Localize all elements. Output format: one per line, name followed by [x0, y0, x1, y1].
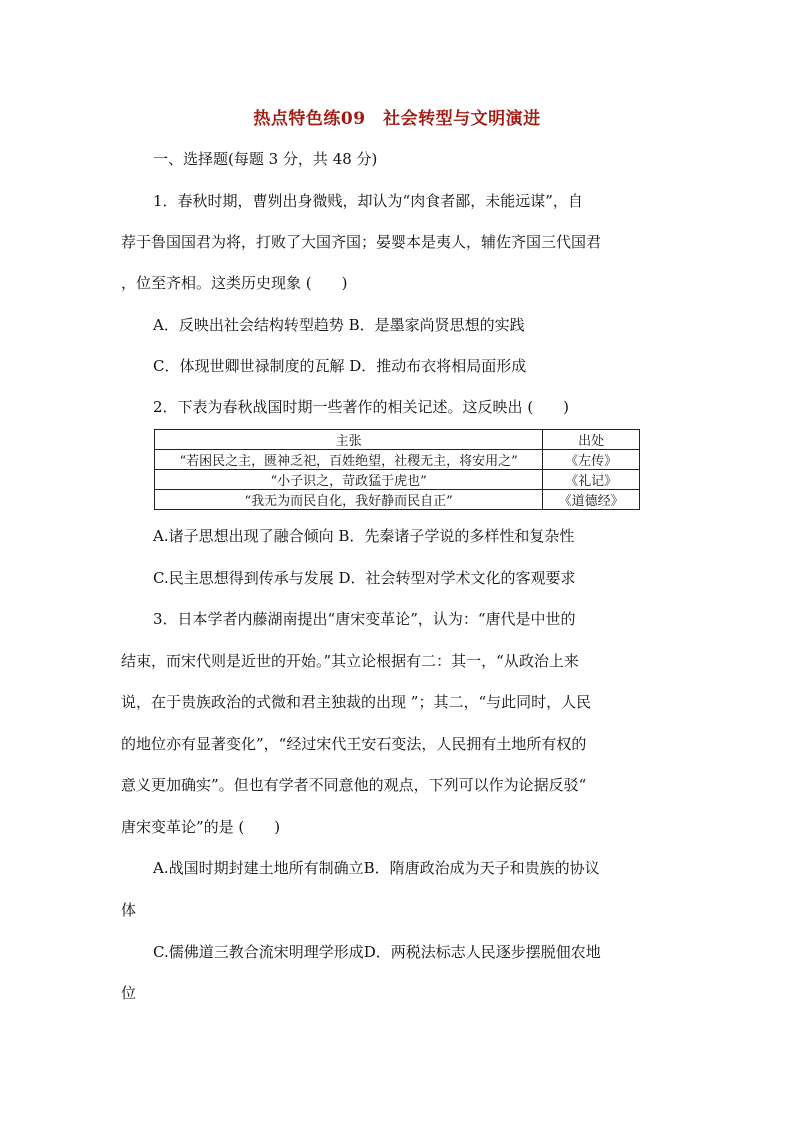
q3-option-ab: A.战国时期封建土地所有制确立B．隋唐政治成为天子和贵族的协议 [153, 859, 600, 877]
q1-stem-line-1: 1．春秋时期，曹刿出身微贱，却认为“肉食者鄙，未能远谋”，自 [153, 192, 583, 210]
table-cell-claim: “小子识之，苛政猛于虎也” [155, 470, 543, 490]
q2-options-ab: A.诸子思想出现了融合倾向 B．先秦诸子学说的多样性和复杂性 [153, 527, 575, 545]
table-header-source: 出处 [543, 430, 640, 450]
table-row [155, 490, 640, 510]
q1-stem-line-3: ，位至齐相。这类历史现象 ( ) [121, 274, 348, 292]
q3-stem-line-1: 3．日本学者内藤湖南提出“唐宋变革论”，认为：“唐代是中世的 [153, 610, 576, 628]
q3-stem-line-6: 唐宋变革论”的是 ( ) [121, 818, 281, 836]
table-row [155, 470, 640, 490]
q2-options-cd: C.民主思想得到传承与发展 D．社会转型对学术文化的客观要求 [153, 569, 576, 587]
table-header-claim: 主张 [155, 430, 543, 450]
q1-options-cd: C．体现世卿世禄制度的瓦解 D．推动布衣将相局面形成 [153, 357, 527, 375]
q3-stem-line-3: 说，在于贵族政治的式微和君主独裁的出现 ”；其二，“与此同时，人民 [121, 693, 592, 711]
q3-option-cd-wrap: 位 [121, 984, 137, 1002]
q2-stem: 2．下表为春秋战国时期一些著作的相关记述。这反映出 ( ) [153, 398, 570, 416]
table-cell-source: 《礼记》 [543, 470, 640, 490]
q3-option-ab-wrap: 体 [121, 901, 137, 919]
table-cell-source: 《道德经》 [543, 490, 640, 510]
q3-stem-line-2: 结束，而宋代则是近世的开始。”其立论根据有二：其一，“从政治上来 [121, 652, 579, 670]
table-cell-claim: “我无为而民自化，我好静而民自正” [155, 490, 543, 510]
q3-stem-line-5: 意义更加确实”。但也有学者不同意他的观点，下列可以作为论据反驳“ [121, 776, 587, 794]
source-table [154, 429, 640, 510]
q1-options-ab: A．反映出社会结构转型趋势 B．是墨家尚贤思想的实践 [153, 316, 525, 334]
table-cell-claim: “若困民之主，匮神乏祀，百姓绝望，社稷无主，将安用之” [155, 450, 543, 470]
q3-stem-line-4: 的地位亦有显著变化”，“经过宋代王安石变法，人民拥有土地所有权的 [121, 735, 587, 753]
page-title: 热点特色练09 社会转型与文明演进 [253, 109, 541, 129]
table-row [155, 450, 640, 470]
q3-option-cd: C.儒佛道三教合流宋明理学形成D．两税法标志人民逐步摆脱佃农地 [153, 943, 601, 961]
table-cell-source: 《左传》 [543, 450, 640, 470]
table-header-row [155, 430, 640, 450]
q1-stem-line-2: 荐于鲁国国君为将，打败了大国齐国；晏婴本是夷人，辅佐齐国三代国君 [121, 233, 602, 251]
section-heading: 一、选择题(每题 3 分，共 48 分) [153, 150, 378, 168]
